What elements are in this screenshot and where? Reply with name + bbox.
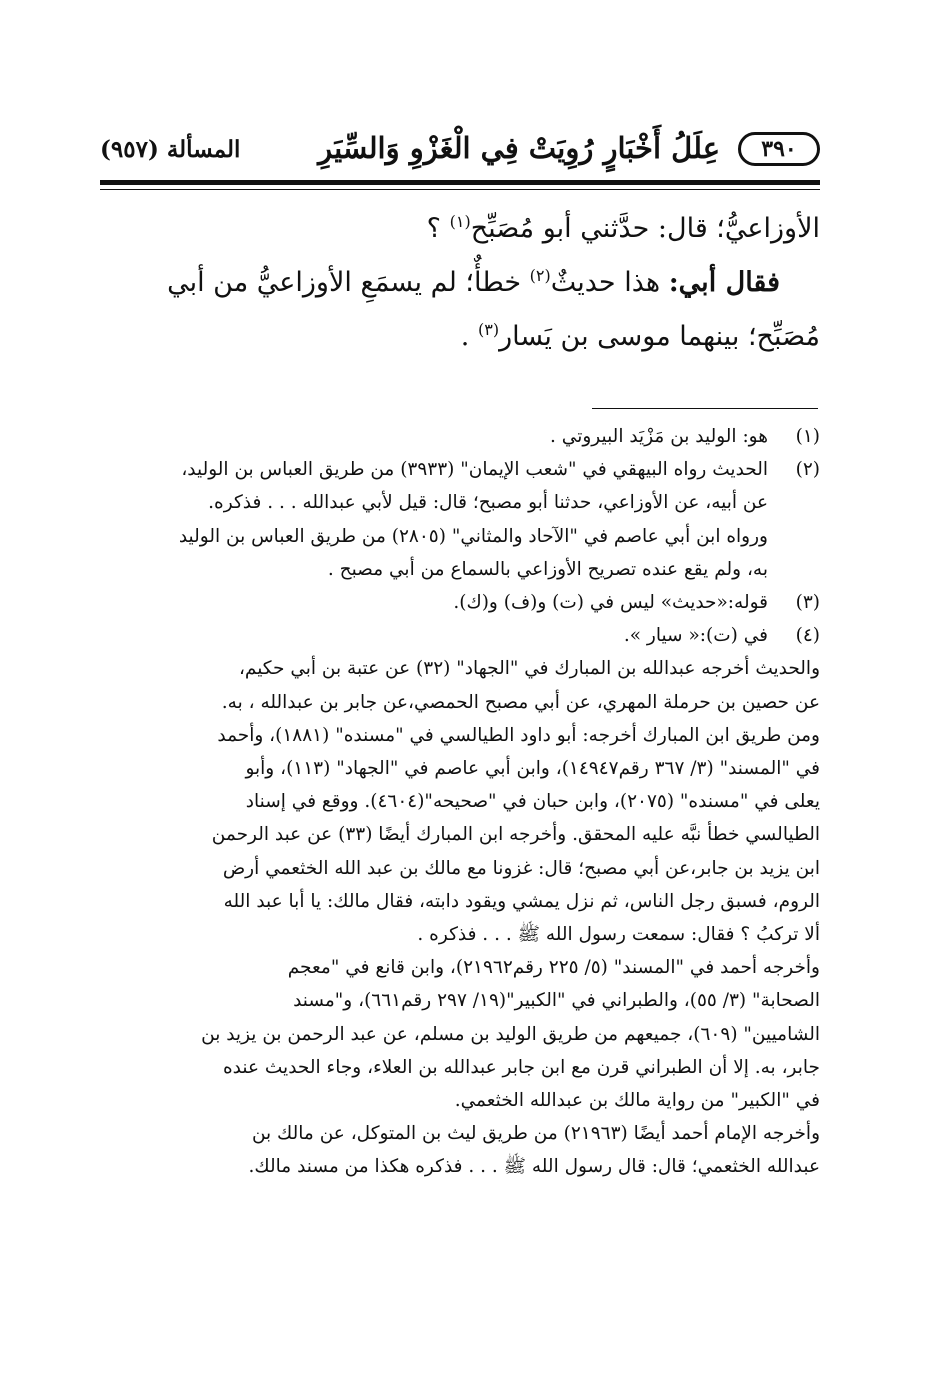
footnote-cont-line: الشاميين" (٦٠٩)، جميعهم من طريق الوليد بن مسلم، عن عبد الرحمن بن يزيد بن xyxy=(201,1023,820,1045)
page-header xyxy=(100,128,820,172)
header-rule-thick xyxy=(100,180,820,185)
main-line-1-text: الأوزاعيُّ؛ قال: حدَّثني أبو مُصَبِّح xyxy=(470,213,820,244)
footnote-body xyxy=(104,619,768,652)
footnote-line: في (ت):« سيار ». xyxy=(623,625,768,647)
footnote-line: قوله:«حديث» ليس في (ت) و(ف) و(ك). xyxy=(453,592,768,614)
main-line-3-end: . xyxy=(460,321,478,352)
footnote-1 xyxy=(104,420,820,453)
footnote-line: به، ولم يقع عنده تصريح الأوزاعي بالسماع من أبي مصبح . xyxy=(327,558,768,580)
footnote-body xyxy=(104,586,768,619)
footnotes xyxy=(104,420,820,1184)
footnote-4 xyxy=(104,619,820,652)
main-line-3-text: مُصَبِّح؛ بينهما موسى بن يَسار xyxy=(499,321,820,352)
main-text xyxy=(108,202,820,364)
footnote-cont-line: في "الكبير" من رواية مالك بن عبدالله الخثعمي. xyxy=(454,1090,820,1112)
section-label: المسألة (٩٥٧) xyxy=(100,136,241,163)
footnote-number: (١) xyxy=(795,426,820,447)
footnote-cont-line: الصحابة" (٣/ ٥٥)، والطبراني في "الكبير"(١٩/ ٢٩٧ رقم٦٦١)، و"مسند xyxy=(293,990,820,1012)
footnote-line: هو: الوليد بن مَزْيَد البيروتي . xyxy=(550,426,768,447)
main-line-1-end: ؟ xyxy=(426,213,450,244)
main-line-1 xyxy=(108,202,820,256)
footnote-ref-3: (٣) xyxy=(477,320,500,339)
footnote-3 xyxy=(104,586,820,619)
speaker-label: فقال أبي: xyxy=(668,267,780,298)
footnote-separator xyxy=(592,408,818,409)
footnote-cont-line: الطيالسي خطأ نبَّه عليه المحقق. وأخرجه ابن المبارك أيضًا (٣٣) عن عبد الرحمن xyxy=(211,824,820,846)
footnote-line: عن أبيه، عن الأوزاعي، حدثنا أبو مصبح؛ قال: قيل لأبي عبدالله . . . فذكره. xyxy=(208,492,768,514)
footnote-cont-line: ألا تركبُ ؟ فقال: سمعت رسول الله ﷺ . . . فذكره . xyxy=(417,924,820,946)
footnote-cont-line: وأخرجه أحمد في "المسند" (٥/ ٢٢٥ رقم٢١٩٦٢)، وابن قانع في "معجم xyxy=(287,957,820,979)
main-line-2-text-b: خطأٌ؛ لم يسمَعِ الأوزاعيُّ من أبي xyxy=(167,267,530,298)
footnote-cont-line: عبدالله الخثعمي؛ قال: قال رسول الله ﷺ . . . فذكره هكذا من مسند مالك. xyxy=(248,1156,820,1178)
main-line-2-text-a: هذا حديثٌ xyxy=(550,267,669,298)
footnote-body xyxy=(104,420,768,453)
footnote-cont-line: الروم، فسبق رجل الناس، ثم نزل يمشي ويقود دابته، فقال مالك: يا أبا عبد الله xyxy=(223,890,820,912)
footnote-line: الحديث رواه البيهقي في "شعب الإيمان" (٣٩٣٣) من طريق العباس بن الوليد، xyxy=(181,459,768,481)
footnote-ref-2: (٢) xyxy=(529,266,551,285)
footnote-4-continuation xyxy=(104,652,820,1183)
main-line-2 xyxy=(108,256,820,310)
page-number: ٣٩٠ xyxy=(738,132,820,166)
footnote-line: ورواه ابن أبي عاصم في "الآحاد والمثاني" (٢٨٠٥) من طريق العباس بن الوليد xyxy=(178,525,768,547)
footnote-cont-line: يعلى في "مسنده" (٢٠٧٥)، وابن حبان في "صحيحه"(٤٦٠٤). ووقع في إسناد xyxy=(245,791,820,813)
footnote-cont-line: والحديث أخرجه عبدالله بن المبارك في "الجهاد" (٣٢) عن عتبة بن أبي حكيم، xyxy=(238,658,820,680)
footnote-cont-line: عن حصين بن حرملة المهري، عن أبي مصبح الحمصي،عن جابر بن عبدالله ، به. xyxy=(221,691,820,713)
header-rule-thin xyxy=(100,189,820,190)
main-line-3 xyxy=(108,310,820,364)
footnote-number: (٢) xyxy=(795,459,820,481)
footnote-cont-line: ابن يزيد بن جابر،عن أبي مصبح؛ قال: غزونا مع مالك بن عبد الله الخثعمي أرض xyxy=(222,857,820,879)
footnote-cont-line: جابر، به. إلا أن الطبراني قرن مع ابن جابر عبدالله بن العلاء، وجاء الحديث عنده xyxy=(222,1056,820,1078)
footnote-2 xyxy=(104,453,820,586)
footnote-number: (٣) xyxy=(795,592,820,614)
footnote-ref-1: (١) xyxy=(449,212,471,231)
footnote-cont-line: في "المسند" (٣/ ٣٦٧ رقم١٤٩٤٧)، وابن أبي عاصم في "الجهاد" (١١٣)، وأبو xyxy=(245,758,820,780)
footnote-cont-line: وأخرجه الإمام أحمد أيضًا (٢١٩٦٣) من طريق ليث بن المتوكل، عن مالك بن xyxy=(251,1123,820,1145)
footnote-body xyxy=(104,453,768,586)
footnote-cont-line: ومن طريق ابن المبارك أخرجه: أبو داود الطيالسي في "مسنده" (١٨٨١)، وأحمد xyxy=(217,724,820,746)
book-title: عِلَلُ أَخْبَارٍ رُوِيَتْ فِي الْغَزْوِ وَالسِّيَرِ xyxy=(318,131,720,165)
footnote-number: (٤) xyxy=(795,625,820,647)
